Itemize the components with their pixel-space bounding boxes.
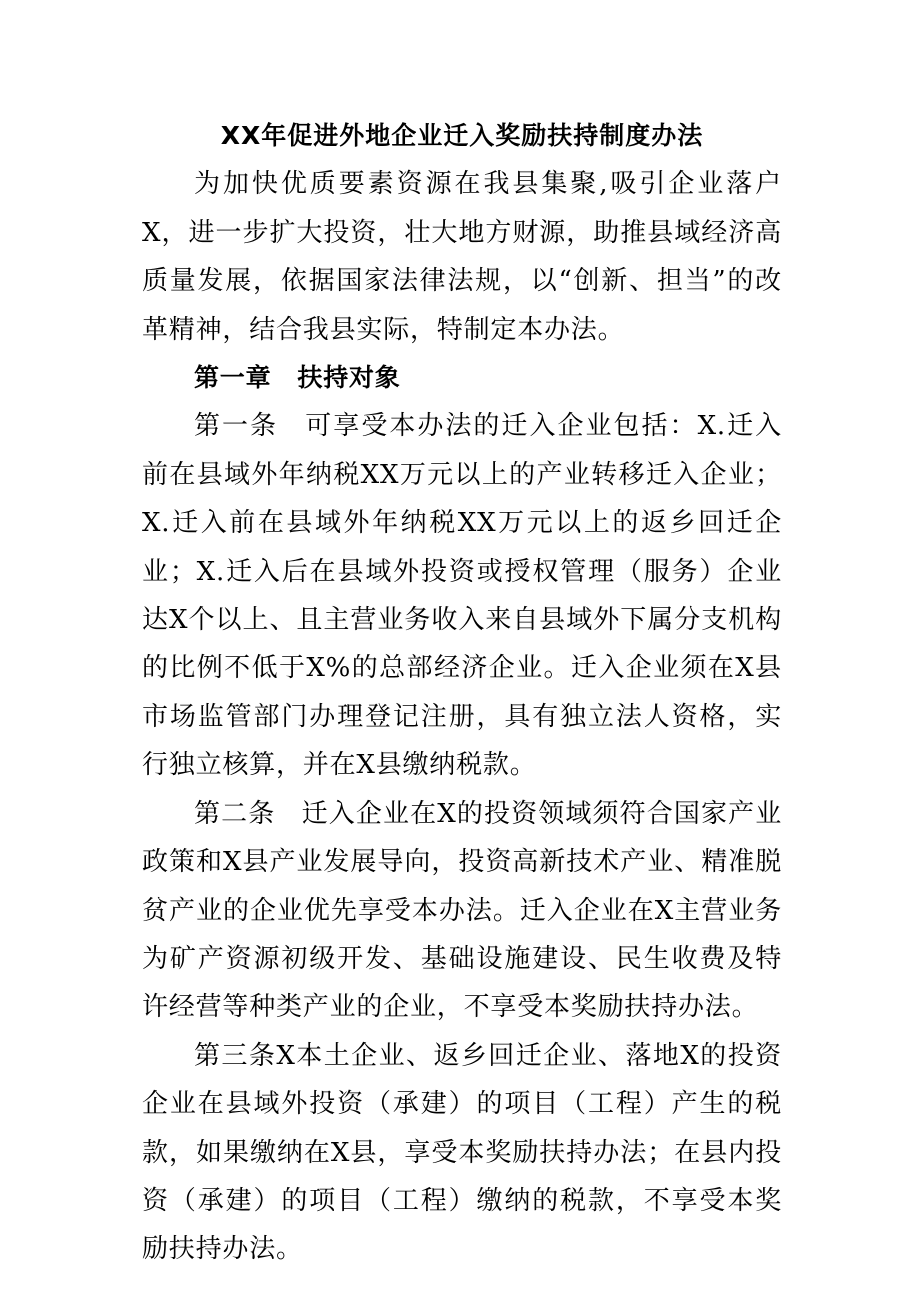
document-title: XX年促进外地企业迁入奖励扶持制度办法 bbox=[220, 121, 704, 150]
intro-paragraph: 为加快优质要素资源在我县集聚,吸引企业落户X，进一步扩大投资，壮大地方财源，助推县域经济高质量发展，依据国家法律法规，以“创新、担当”的改革精神，结合我县实际，特制定本办法。 bbox=[142, 169, 782, 345]
article-1-label: 第一条 bbox=[194, 411, 279, 442]
chapter-heading bbox=[142, 354, 782, 402]
chapter-name: 扶持对象 bbox=[297, 363, 401, 393]
article-2-label: 第二条 bbox=[194, 798, 276, 829]
article-2 bbox=[142, 790, 782, 1032]
article-3 bbox=[142, 1032, 782, 1274]
article-3-label: 第三条 bbox=[194, 1040, 277, 1071]
chapter-label: 第一章 bbox=[194, 363, 272, 393]
document-body bbox=[142, 112, 782, 1274]
article-2-text: 迁入企业在X的投资领域须符合国家产业政策和X县产业发展导向，投资高新技术产业、精准脱贫产业的企业优先享受本办法。迁入企业在X主营业务为矿产资源初级开发、基础设施建设、民生收费及特许经营等种类产业的企业，不享受本奖励扶持办法。 bbox=[142, 798, 782, 1023]
article-3-text: X本土企业、返乡回迁企业、落地X的投资企业在县域外投资（承建）的项目（工程）产生的税款，如果缴纳在X县，享受本奖励扶持办法；在县内投资（承建）的项目（工程）缴纳的税款，不享受本奖励扶持办法。 bbox=[142, 1040, 782, 1265]
article-1-text: 可享受本办法的迁入企业包括：X.迁入前在县域外年纳税XX万元以上的产业转移迁入企业；X.迁入前在县域外年纳税XX万元以上的返乡回迁企业；X.迁入后在县域外投资或授权管理（服务）企业达X个以上、且主营业务收入来自县域外下属分支机构的比例不低于X%的总部经济企业。迁入企业须在X县市场监管部门办理登记注册，具有独立法人资格，实行独立核算，并在X县缴纳税款。 bbox=[142, 411, 782, 781]
article-1 bbox=[142, 402, 782, 789]
